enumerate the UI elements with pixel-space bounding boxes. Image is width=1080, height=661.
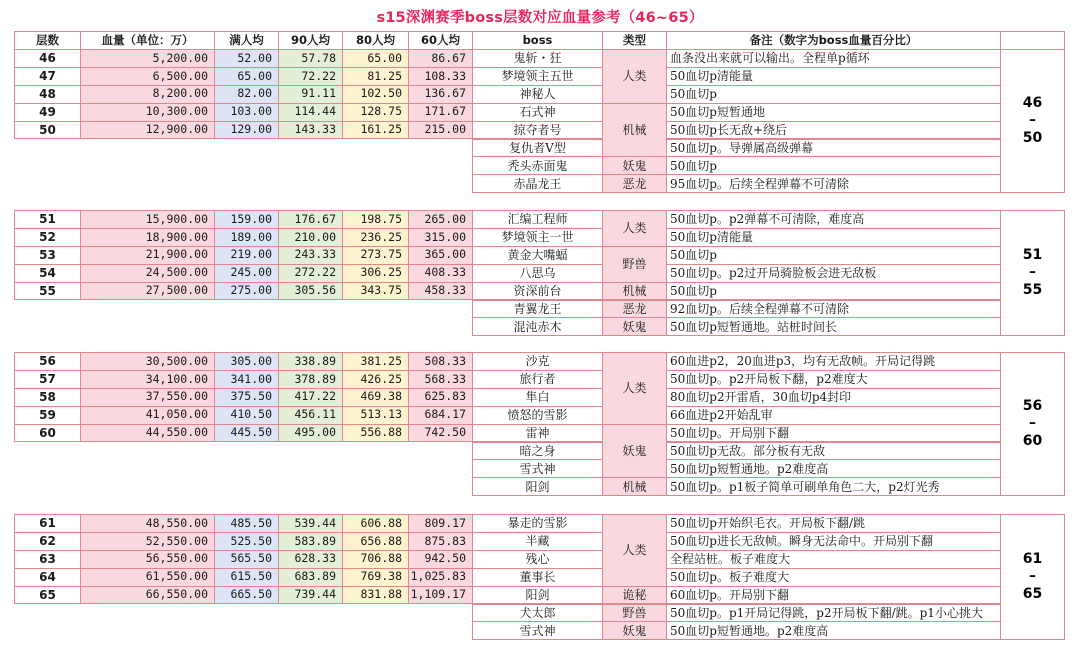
boss-note: 60血进p2，20血进p3，均有无敌帧。开局记得跳: [666, 352, 1001, 371]
avg-60: 809.17: [408, 514, 473, 533]
boss-note: 50血切p。p1板子简单可刷单角色二大，p2灯光秀: [666, 477, 1001, 496]
full-avg: 245.00: [214, 264, 279, 283]
boss-name: 汇编工程师: [472, 210, 603, 229]
full-avg: 103.00: [214, 103, 279, 122]
avg-90: 739.44: [278, 586, 343, 605]
boss-note: 50血切p短暂通地。p2难度高: [666, 621, 1001, 640]
floor-number: 47: [14, 67, 81, 86]
floor-range-end: 50: [1022, 129, 1043, 146]
full-avg: 410.50: [214, 406, 279, 425]
full-avg: 445.50: [214, 424, 279, 443]
full-avg: 219.00: [214, 246, 279, 265]
full-avg: 565.50: [214, 550, 279, 569]
hp-value: 56,550.00: [80, 550, 215, 569]
floor-number: 61: [14, 514, 81, 533]
floor-range: [1000, 514, 1065, 640]
full-avg: 65.00: [214, 67, 279, 86]
floor-number: 53: [14, 246, 81, 265]
floor-number: 54: [14, 264, 81, 283]
boss-type: 妖鬼: [602, 317, 667, 336]
header-cell: 60人均: [408, 31, 473, 50]
boss-type: 人类: [602, 514, 667, 587]
hp-value: 37,550.00: [80, 388, 215, 407]
boss-type: 人类: [602, 352, 667, 425]
avg-90: 72.22: [278, 67, 343, 86]
full-avg: 275.00: [214, 282, 279, 301]
avg-60: 942.50: [408, 550, 473, 569]
floor-range-start: 46: [1022, 94, 1043, 111]
boss-note: 60血切p。开局别下翻: [666, 586, 1001, 605]
boss-type: 人类: [602, 49, 667, 104]
avg-80: 469.38: [342, 388, 409, 407]
floor-range-dash: –: [1029, 112, 1036, 129]
boss-name: 赤晶龙王: [472, 174, 603, 193]
header-cell: 层数: [14, 31, 81, 50]
hp-value: 24,500.00: [80, 264, 215, 283]
avg-60: 1,109.17: [408, 586, 473, 605]
boss-note: 66血进p2开始乱审: [666, 406, 1001, 425]
boss-type: 机械: [602, 282, 667, 301]
avg-80: 426.25: [342, 370, 409, 389]
full-avg: 375.50: [214, 388, 279, 407]
avg-80: 343.75: [342, 282, 409, 301]
floor-number: 49: [14, 103, 81, 122]
boss-name: 黄金大嘴蝠: [472, 246, 603, 265]
avg-90: 243.33: [278, 246, 343, 265]
floor-number: 52: [14, 228, 81, 247]
floor-number: 58: [14, 388, 81, 407]
boss-type: 恶龙: [602, 174, 667, 193]
avg-60: 171.67: [408, 103, 473, 122]
floor-number: 65: [14, 586, 81, 605]
floor-range-start: 51: [1022, 246, 1043, 263]
avg-90: 378.89: [278, 370, 343, 389]
avg-90: 338.89: [278, 352, 343, 371]
boss-type: 野兽: [602, 246, 667, 283]
avg-90: 583.89: [278, 532, 343, 551]
floor-range-end: 55: [1022, 281, 1043, 298]
avg-60: 742.50: [408, 424, 473, 443]
floor-number: 64: [14, 568, 81, 587]
avg-80: 198.75: [342, 210, 409, 229]
boss-note: 50血切p。板子难度大: [666, 568, 1001, 587]
boss-note: 50血切p无敌。部分板有无敌: [666, 442, 1001, 461]
boss-name: 雷神: [472, 424, 603, 443]
boss-name: 愤怒的雪影: [472, 406, 603, 425]
boss-note: 92血切p。后续全程弹幕不可清除: [666, 300, 1001, 319]
avg-90: 57.78: [278, 49, 343, 68]
hp-value: 21,900.00: [80, 246, 215, 265]
boss-name: 青翼龙王: [472, 300, 603, 319]
boss-note: 50血切p长无敌+绕后: [666, 121, 1001, 140]
boss-note: 50血切p。开局别下翻: [666, 424, 1001, 443]
hp-value: 6,500.00: [80, 67, 215, 86]
avg-80: 769.38: [342, 568, 409, 587]
full-avg: 341.00: [214, 370, 279, 389]
avg-80: 236.25: [342, 228, 409, 247]
full-avg: 525.50: [214, 532, 279, 551]
avg-60: 1,025.83: [408, 568, 473, 587]
floor-range-dash: –: [1029, 415, 1036, 432]
header-cell: 备注（数字为boss血量百分比）: [666, 31, 1001, 50]
boss-name: 阳剑: [472, 477, 603, 496]
boss-name: 石式神: [472, 103, 603, 122]
boss-note: 50血切p短暂通地: [666, 103, 1001, 122]
floor-range-end: 60: [1022, 432, 1043, 449]
hp-value: 41,050.00: [80, 406, 215, 425]
hp-value: 18,900.00: [80, 228, 215, 247]
floor-number: 59: [14, 406, 81, 425]
avg-80: 513.13: [342, 406, 409, 425]
boss-note: 50血切p: [666, 85, 1001, 104]
boss-note: 50血切p开始织毛衣。开局板下翻/跳: [666, 514, 1001, 533]
full-avg: 305.00: [214, 352, 279, 371]
boss-name: 沙克: [472, 352, 603, 371]
avg-90: 176.67: [278, 210, 343, 229]
boss-name: 资深前台: [472, 282, 603, 301]
avg-90: 417.22: [278, 388, 343, 407]
boss-note: 50血切p。p2弹幕不可清除，难度高: [666, 210, 1001, 229]
boss-note: 50血切p。p2过开局骑脸板会进无敌板: [666, 264, 1001, 283]
boss-name: 半藏: [472, 532, 603, 551]
avg-90: 456.11: [278, 406, 343, 425]
hp-value: 52,550.00: [80, 532, 215, 551]
header-cell: 满人均: [214, 31, 279, 50]
full-avg: 82.00: [214, 85, 279, 104]
hp-value: 66,550.00: [80, 586, 215, 605]
boss-note: 50血切p进长无敌帧。瞬身无法命中。开局别下翻: [666, 532, 1001, 551]
floor-range-dash: –: [1029, 264, 1036, 281]
boss-note: 50血切p短暂通地。站桩时间长: [666, 317, 1001, 336]
full-avg: 615.50: [214, 568, 279, 587]
floor-number: 56: [14, 352, 81, 371]
header-cell: 80人均: [342, 31, 409, 50]
avg-60: 408.33: [408, 264, 473, 283]
boss-note: 全程站桩。板子难度大: [666, 550, 1001, 569]
avg-60: 458.33: [408, 282, 473, 301]
boss-note: 50血切p。导弹属高级弹幕: [666, 139, 1001, 158]
avg-80: 381.25: [342, 352, 409, 371]
hp-value: 8,200.00: [80, 85, 215, 104]
boss-note: 50血切p。p2开局板下翻，p2难度大: [666, 370, 1001, 389]
avg-90: 305.56: [278, 282, 343, 301]
hp-value: 34,100.00: [80, 370, 215, 389]
floor-range-end: 65: [1022, 585, 1043, 602]
boss-name: 旅行者: [472, 370, 603, 389]
boss-name: 董事长: [472, 568, 603, 587]
floor-range: [1000, 49, 1065, 193]
avg-60: 108.33: [408, 67, 473, 86]
avg-80: 831.88: [342, 586, 409, 605]
header-cell: 90人均: [278, 31, 343, 50]
hp-value: 48,550.00: [80, 514, 215, 533]
avg-60: 86.67: [408, 49, 473, 68]
floor-range: [1000, 352, 1065, 496]
full-avg: 52.00: [214, 49, 279, 68]
boss-name: 雪式神: [472, 459, 603, 478]
avg-90: 143.33: [278, 121, 343, 140]
boss-type: 机械: [602, 103, 667, 158]
full-avg: 129.00: [214, 121, 279, 140]
boss-name: 阳剑: [472, 586, 603, 605]
floor-range-start: 61: [1022, 550, 1043, 567]
boss-type: 诡秘: [602, 586, 667, 605]
avg-90: 628.33: [278, 550, 343, 569]
avg-60: 265.00: [408, 210, 473, 229]
boss-type: 妖鬼: [602, 156, 667, 175]
boss-note: 50血切p清能量: [666, 67, 1001, 86]
avg-80: 81.25: [342, 67, 409, 86]
avg-80: 273.75: [342, 246, 409, 265]
avg-80: 102.50: [342, 85, 409, 104]
header-cell-blank: [1000, 31, 1065, 50]
boss-type: 机械: [602, 477, 667, 496]
boss-note: 50血切p清能量: [666, 228, 1001, 247]
avg-80: 606.88: [342, 514, 409, 533]
avg-90: 683.89: [278, 568, 343, 587]
hp-value: 5,200.00: [80, 49, 215, 68]
avg-90: 495.00: [278, 424, 343, 443]
floor-range: [1000, 210, 1065, 336]
floor-number: 48: [14, 85, 81, 104]
hp-value: 44,550.00: [80, 424, 215, 443]
floor-range-start: 56: [1022, 397, 1043, 414]
floor-number: 51: [14, 210, 81, 229]
hp-value: 15,900.00: [80, 210, 215, 229]
boss-type: 人类: [602, 210, 667, 247]
hp-value: 30,500.00: [80, 352, 215, 371]
hp-value: 10,300.00: [80, 103, 215, 122]
boss-name: 梦境领主五世: [472, 67, 603, 86]
hp-value: 12,900.00: [80, 121, 215, 140]
avg-80: 161.25: [342, 121, 409, 140]
avg-80: 706.88: [342, 550, 409, 569]
boss-name: 神秘人: [472, 85, 603, 104]
boss-note: 50血切p。p1开局记得跳，p2开局板下翻/跳。p1小心挑大: [666, 604, 1001, 623]
avg-90: 114.44: [278, 103, 343, 122]
boss-name: 梦境领主一世: [472, 228, 603, 247]
boss-name: 八思乌: [472, 264, 603, 283]
avg-80: 656.88: [342, 532, 409, 551]
avg-60: 315.00: [408, 228, 473, 247]
full-avg: 665.50: [214, 586, 279, 605]
boss-name: 隼白: [472, 388, 603, 407]
avg-90: 91.11: [278, 85, 343, 104]
header-cell: 类型: [602, 31, 667, 50]
boss-name: 残心: [472, 550, 603, 569]
header-cell: boss: [472, 31, 603, 50]
floor-number: 63: [14, 550, 81, 569]
boss-name: 暴走的雪影: [472, 514, 603, 533]
boss-name: 雪式神: [472, 621, 603, 640]
page-title: s15深渊赛季boss层数对应血量参考（46~65）: [376, 10, 704, 26]
avg-80: 306.25: [342, 264, 409, 283]
hp-value: 61,550.00: [80, 568, 215, 587]
boss-name: 掠夺者号: [472, 121, 603, 140]
boss-name: 混沌赤木: [472, 317, 603, 336]
avg-60: 136.67: [408, 85, 473, 104]
avg-80: 65.00: [342, 49, 409, 68]
boss-note: 50血切p短暂通地。p2难度高: [666, 459, 1001, 478]
boss-note: 血条没出来就可以输出。全程单p循环: [666, 49, 1001, 68]
floor-number: 55: [14, 282, 81, 301]
avg-60: 875.83: [408, 532, 473, 551]
boss-note: 95血切p。后续全程弹幕不可清除: [666, 174, 1001, 193]
boss-name: 鬼斩・狂: [472, 49, 603, 68]
full-avg: 159.00: [214, 210, 279, 229]
avg-60: 568.33: [408, 370, 473, 389]
boss-name: 复仇者V型: [472, 139, 603, 158]
avg-90: 210.00: [278, 228, 343, 247]
avg-60: 365.00: [408, 246, 473, 265]
avg-80: 128.75: [342, 103, 409, 122]
full-avg: 189.00: [214, 228, 279, 247]
boss-name: 暗之身: [472, 442, 603, 461]
boss-name: 秃头赤面鬼: [472, 156, 603, 175]
floor-range-dash: –: [1029, 568, 1036, 585]
avg-90: 272.22: [278, 264, 343, 283]
floor-number: 60: [14, 424, 81, 443]
full-avg: 485.50: [214, 514, 279, 533]
avg-60: 508.33: [408, 352, 473, 371]
boss-note: 80血切p2开雷盾，30血切p4封印: [666, 388, 1001, 407]
floor-number: 62: [14, 532, 81, 551]
hp-value: 27,500.00: [80, 282, 215, 301]
boss-type: 妖鬼: [602, 424, 667, 479]
boss-note: 50血切p: [666, 156, 1001, 175]
boss-type: 恶龙: [602, 300, 667, 319]
boss-type: 野兽: [602, 604, 667, 623]
avg-90: 539.44: [278, 514, 343, 533]
floor-number: 50: [14, 121, 81, 140]
header-cell: 血量（单位：万）: [80, 31, 215, 50]
avg-60: 215.00: [408, 121, 473, 140]
boss-type: 妖鬼: [602, 621, 667, 640]
avg-60: 684.17: [408, 406, 473, 425]
boss-name: 犬太郎: [472, 604, 603, 623]
avg-60: 625.83: [408, 388, 473, 407]
floor-number: 57: [14, 370, 81, 389]
boss-note: 50血切p: [666, 246, 1001, 265]
avg-80: 556.88: [342, 424, 409, 443]
boss-note: 50血切p: [666, 282, 1001, 301]
floor-number: 46: [14, 49, 81, 68]
